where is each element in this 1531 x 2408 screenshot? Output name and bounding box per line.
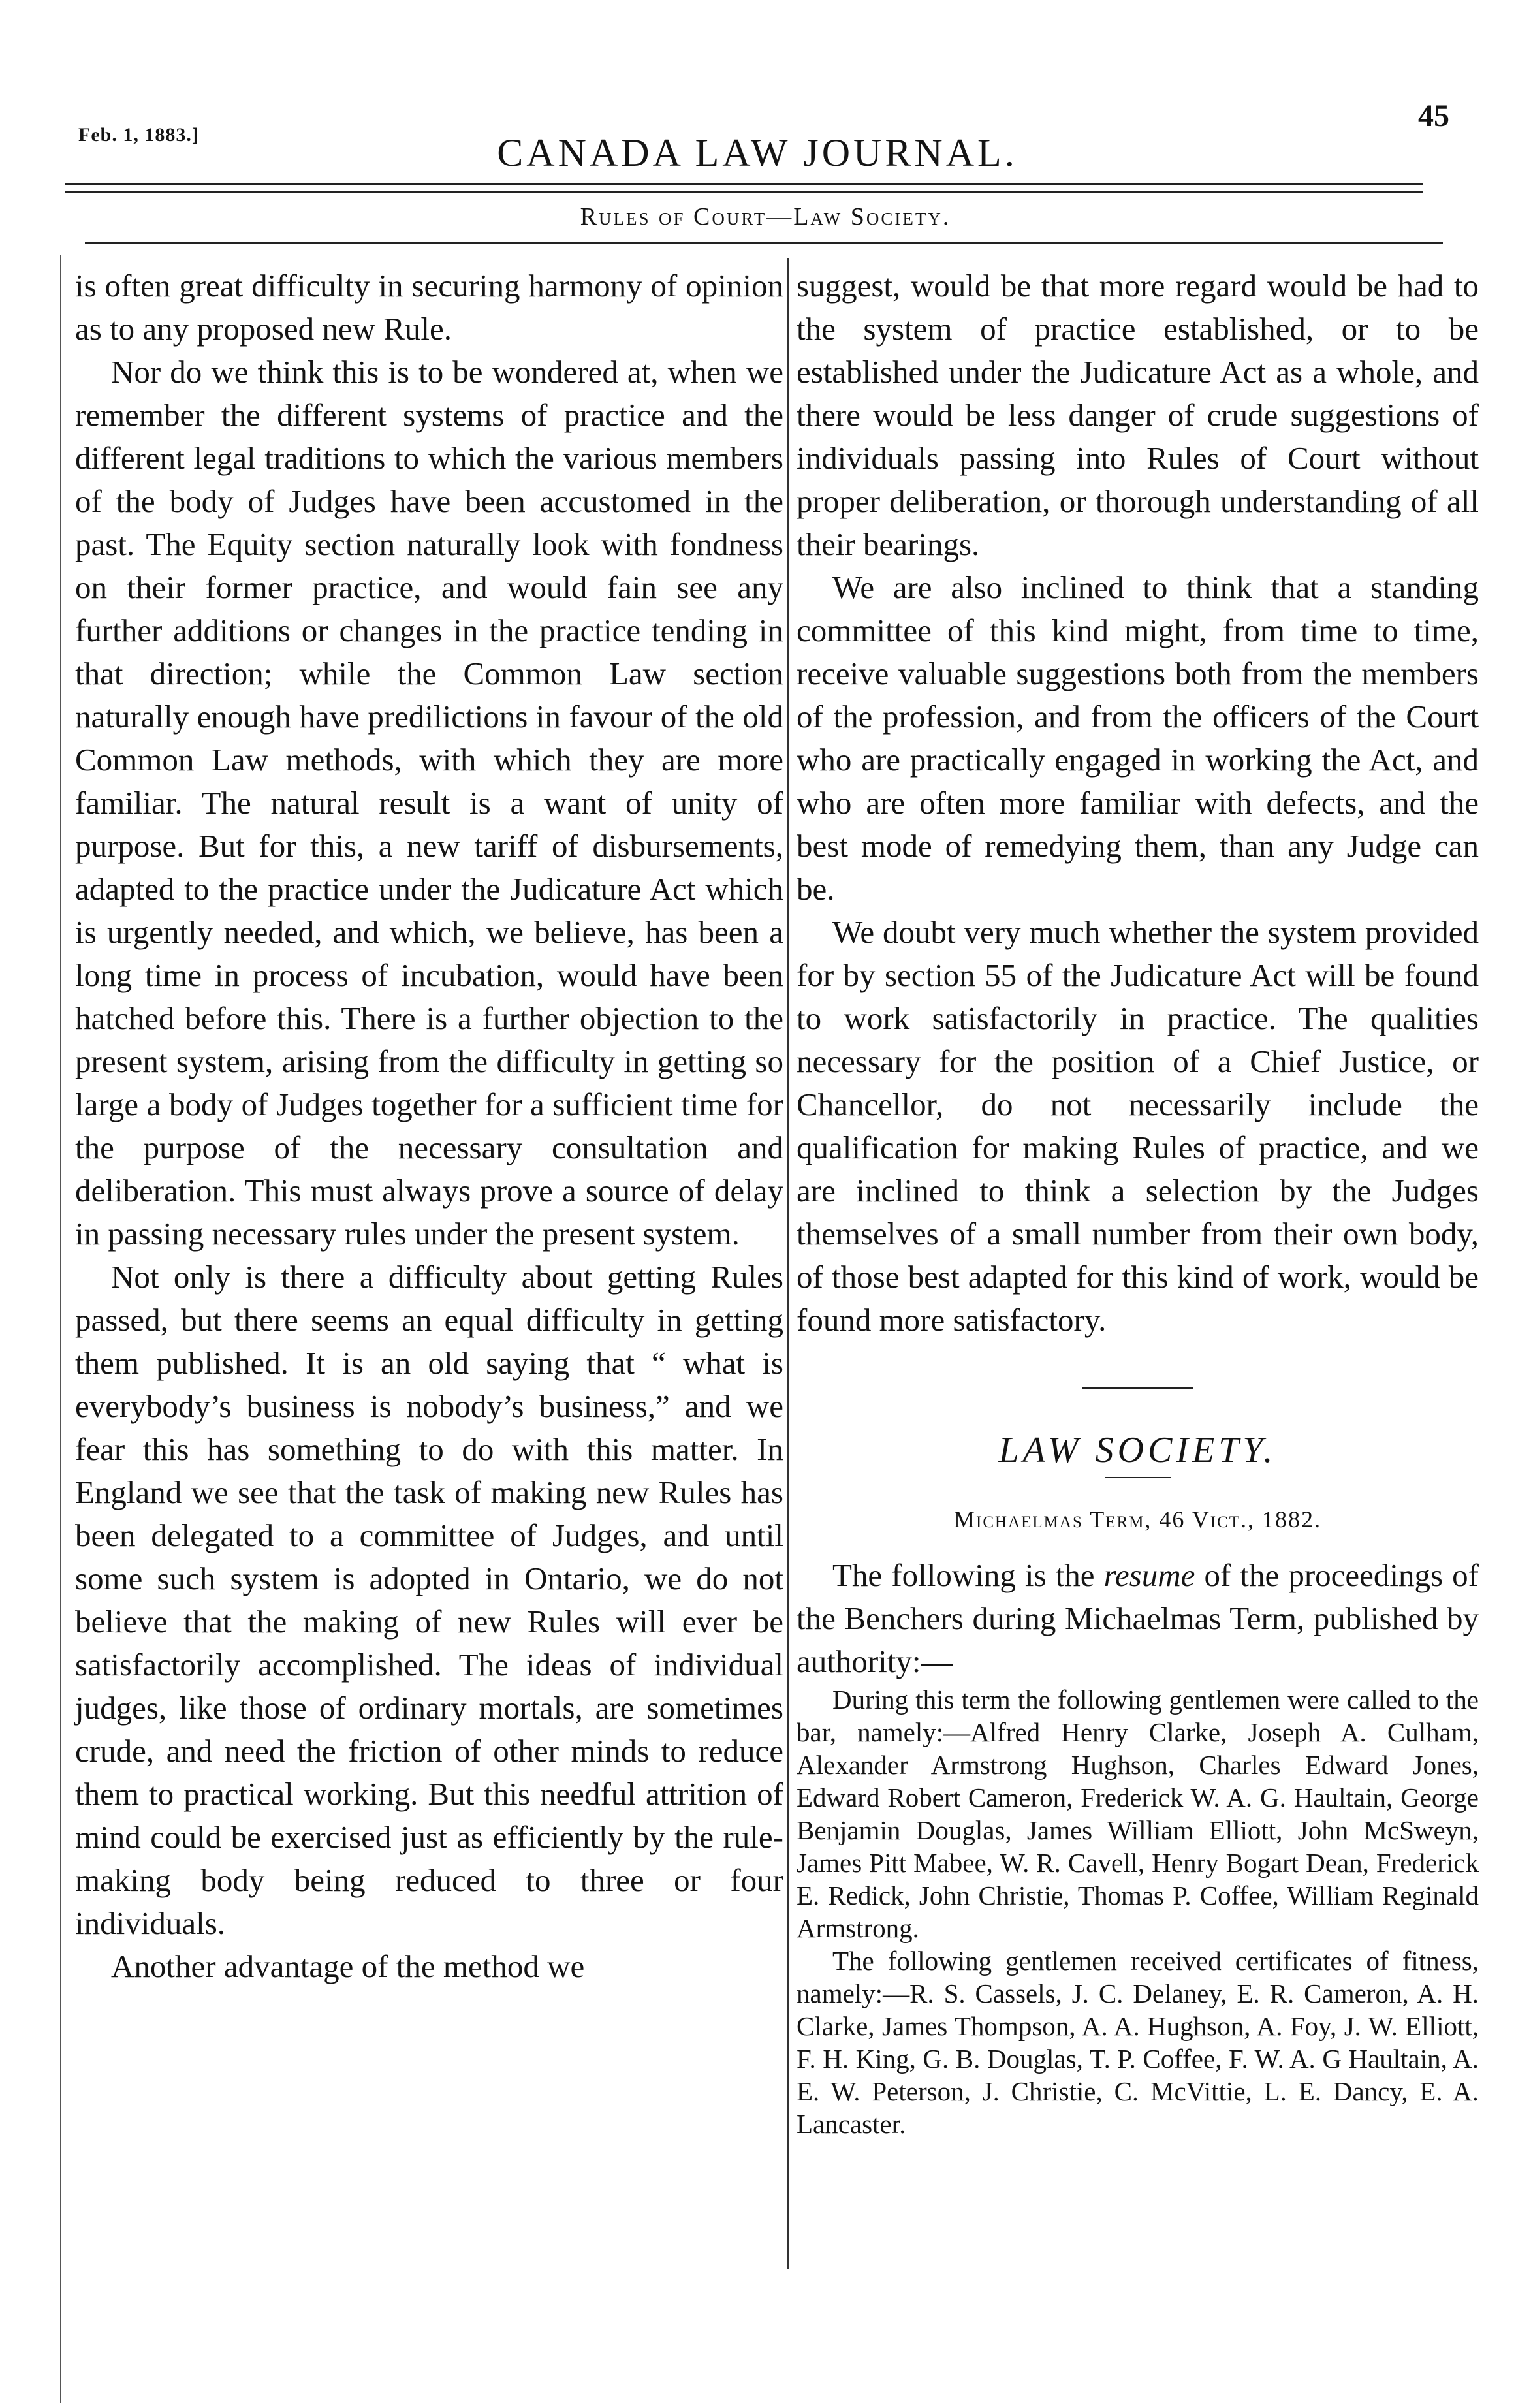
header-double-rule: [65, 183, 1423, 193]
right-column: [797, 264, 1479, 2140]
running-head: Rules of Court—Law Society.: [580, 203, 951, 230]
paragraph: Another advantage of the method we: [111, 1948, 585, 1984]
page-edge-line: [60, 255, 61, 2403]
column-divider: [787, 258, 789, 2269]
paragraph: We are also inclined to think that a standing committee of this kind might, from time to time, receive valuable suggestions both from the members of the profession, and from the officers of the Court who are practically engaged in working the Act, and who are often more familiar with defects, and the best mode of remedying them, than any Judge can be.: [797, 569, 1479, 907]
left-column: [75, 264, 783, 1988]
term-heading: Michaelmas Term, 46 Vict., 1882.: [954, 1506, 1321, 1532]
section-separator: [1082, 1387, 1193, 1389]
paragraph: is often great difficulty in securing harmony of opinion as to any proposed new Rule.: [75, 268, 783, 347]
called-to-bar-list: During this term the following gentlemen were called to the bar, namely:—Alfred Henry Clarke, Joseph A. Culham, Alexander Armstrong Hughson, Charles Edward Jones, Edward Robert Cameron, Frederick W. A. G. Haultain, George Benjamin Douglas, James William Elliott, John McSweyn, James Pitt Mabee, W. R. Cavell, Henry Bogart Dean, Frederick E. Redick, John Christie, Thomas P. Coffee, William Reginald Armstrong.: [797, 1685, 1479, 1943]
page-number: 45: [1418, 99, 1449, 133]
intro-text-rest: of the proceedings of the Benchers during Michaelmas Term, published by authority:—: [797, 1557, 1479, 1679]
paragraph: suggest, would be that more regard would be had to the system of practice established, or to be established under the Judicature Act as a whole, and there would be less danger of crude suggestions of individuals passing into Rules of Court without proper deliberation, or thorough understanding of all their bearings.: [797, 268, 1479, 562]
header-date: Feb. 1, 1883.]: [78, 124, 199, 146]
header-rule: [85, 242, 1443, 244]
intro-text: The following is the: [832, 1557, 1104, 1593]
paragraph: We doubt very much whether the system provided for by section 55 of the Judicature Act will be found to work satisfactorily in practice. The qualities necessary for the position of a Chief Justice, or Chancellor, do not necessarily include the qualification for making Rules of practice, and we are inclined to think a selection by the Judges themselves of a small number from their own body, of those best adapted for this kind of work, would be found more satisfactory.: [797, 914, 1479, 1338]
paragraph: Not only is there a difficulty about getting Rules passed, but there seems an equal difficulty in getting them published. It is an old saying that “ what is everybody’s business is nobody’s business,” and we fear this has something to do with this matter. In England we see that the task of making new Rules has been delegated to a committee of Judges, and until some such system is adopted in Ontario, we do not believe that the making of new Rules will ever be satisfactorily accomplished. The ideas of individual judges, like those of ordinary mortals, are sometimes crude, and need the friction of other minds to reduce them to practical working. But this needful attrition of mind could be exercised just as efficiently by the rule-making body being reduced to three or four individuals.: [75, 1259, 783, 1941]
intro-paragraph: [797, 1554, 1479, 1683]
section-title-rule: [1105, 1477, 1171, 1478]
paragraph: Nor do we think this is to be wondered at, when we remember the different systems of practice and the different legal traditions to which the various members of the body of Judges have been accustomed in the past. The Equity section naturally look with fondness on their former practice, and would fain see any further additions or changes in the practice tending in that direction; while the Common Law section naturally enough have predilictions in favour of the old Common Law methods, with which they are more familiar. The natural result is a want of unity of purpose. But for this, a new tariff of disbursements, adapted to the practice under the Judicature Act which is urgently needed, and which, we believe, has been a long time in process of incubation, would have been hatched before this. There is a further objection to the present system, arising from the difficulty in getting so large a body of Judges together for a sufficient time for the purpose of the necessary consultation and deliberation. This must always prove a source of delay in passing necessary rules under the present system.: [75, 354, 783, 1252]
section-title: LAW SOCIETY.: [998, 1430, 1277, 1470]
journal-title: CANADA LAW JOURNAL.: [497, 131, 1018, 174]
certificates-list: The following gentlemen received certificates of fitness, namely:—R. S. Cassels, J. C. Delaney, E. R. Cameron, A. H. Clarke, James Thompson, A. A. Hughson, A. Foy, J. W. Elliott, F. H. King, G. B. Douglas, T. P. Coffee, F. W. A. G Haultain, A. E. W. Peterson, J. Christie, C. McVittie, L. E. Dancy, E. A. Lancaster.: [797, 1946, 1479, 2139]
resume-word: resume: [1103, 1557, 1195, 1593]
page-header: [52, 85, 1462, 174]
